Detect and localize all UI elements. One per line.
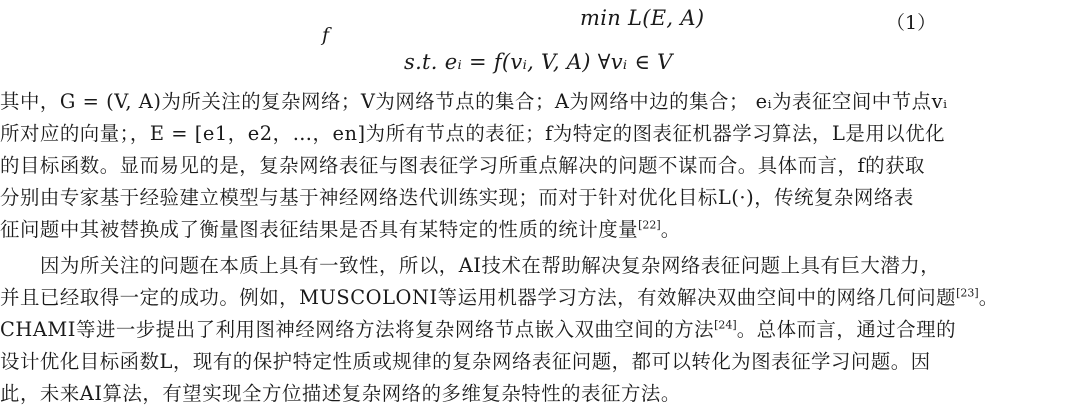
para2-line2-end: 。: [978, 286, 999, 309]
para1-line2: 所对应的向量；，E = [e1，e2，…，en]为所有节点的表征；f为特定的图表征机器学习算法，L是用以优化: [0, 122, 946, 145]
para2-line4: 设计优化目标函数L，现有的保护特定性质或规律的复杂网络表征问题，都可以转化为图表征学习问题。因: [0, 350, 931, 373]
equation-objective: min L(E, A): [580, 6, 705, 30]
para2-line3-end: 。总体而言，通过合理的: [736, 318, 957, 341]
para1-line5: [0, 214, 681, 242]
citation-23: [23]: [956, 286, 979, 300]
citation-24: [24]: [714, 318, 737, 332]
equation-number: （1）: [886, 12, 937, 34]
para2-line3-text: CHAMI等进一步提出了利用图神经网络方法将复杂网络节点嵌入双曲空间的方法: [0, 318, 715, 341]
equation-constraint: s.t. eᵢ = f(vᵢ, V, A) ∀vᵢ ∈ V: [404, 50, 673, 74]
para2-line5: 此，未来AI算法，有望实现全方位描述复杂网络的多维复杂特性的表征方法。: [0, 382, 681, 405]
para1-line3: 的目标函数。显而易见的是，复杂网络表征与图表征学习所重点解决的问题不谋而合。具体而言，f的获取: [0, 154, 925, 177]
para2-line2: [0, 282, 999, 310]
para1-line4: 分别由专家基于经验建立模型与基于神经网络迭代训练实现；而对于针对优化目标L(·)，传统复杂网络表: [0, 186, 914, 209]
para1-line1: 其中，G = (V, A)为所关注的复杂网络；V为网络节点的集合；A为网络中边的集合； eᵢ为表征空间中节点vᵢ: [0, 90, 948, 113]
para2-line2-text: 并且已经取得一定的成功。例如，MUSCOLONI等运用机器学习方法，有效解决双曲空间中的网络几何问题: [0, 286, 957, 309]
para1-line5-end: 。: [660, 218, 681, 241]
para2-line3: [0, 314, 956, 342]
para1-line5-text: 征问题中其被替换成了衡量图表征结果是否具有某特定的性质的统计度量: [0, 218, 639, 241]
citation-22: [22]: [638, 218, 661, 232]
para2-line1: 因为所关注的问题在本质上具有一致性，所以，AI技术在帮助解决复杂网络表征问题上具有巨大潜力，: [40, 254, 941, 277]
equation-f-label: f: [322, 24, 330, 46]
